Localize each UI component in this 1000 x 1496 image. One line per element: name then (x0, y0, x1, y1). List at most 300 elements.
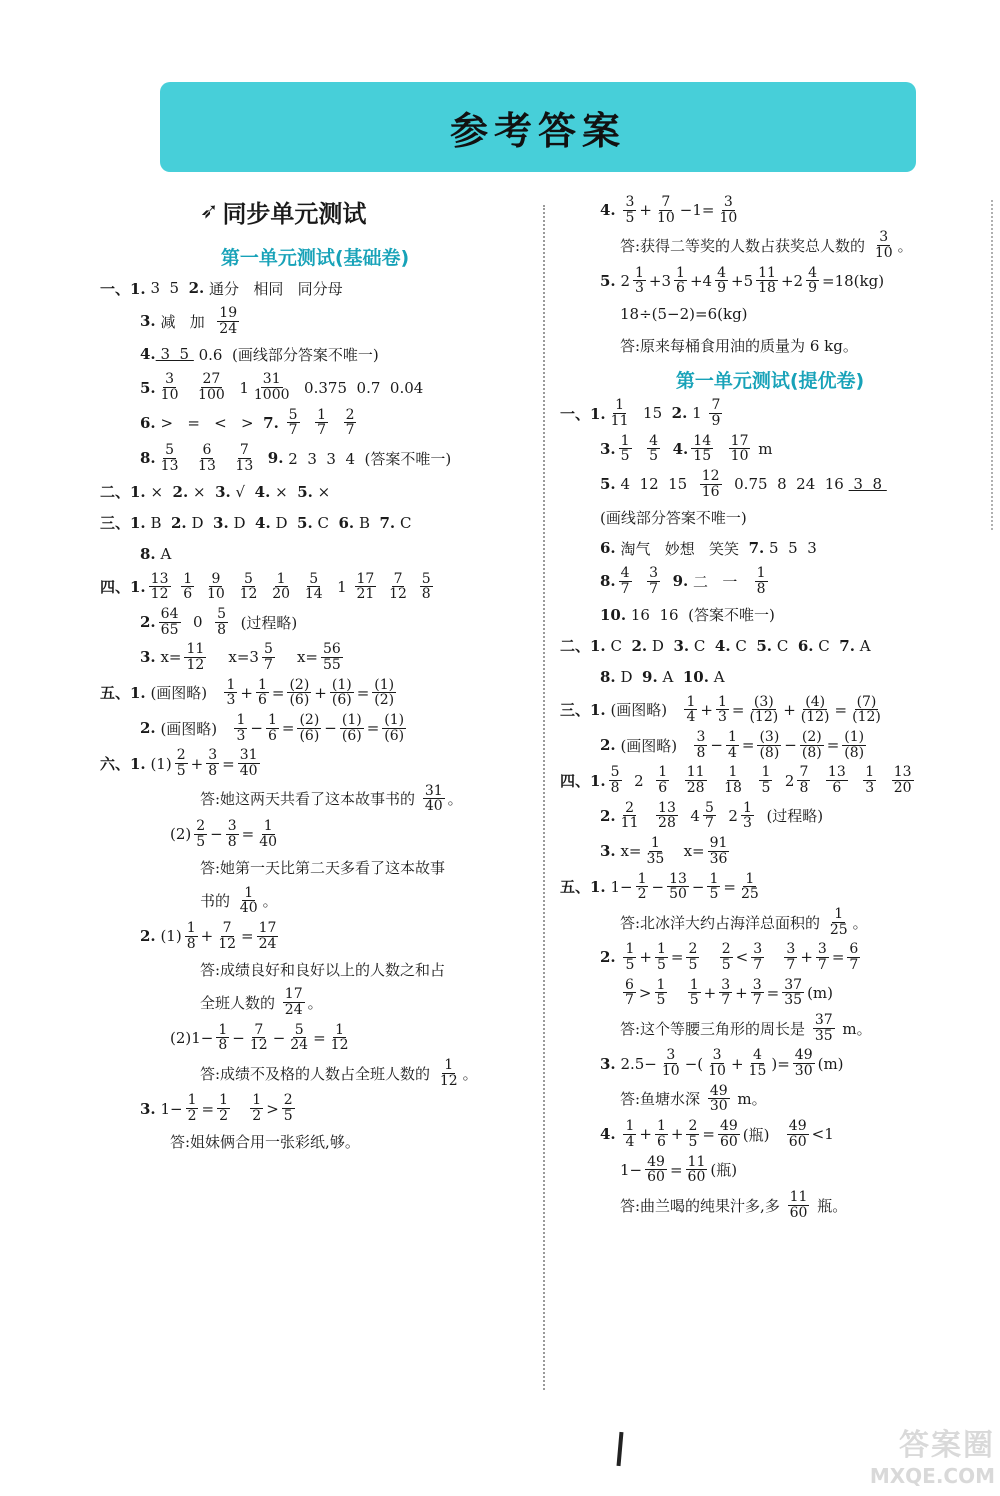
fraction (619, 566, 632, 596)
fraction (159, 443, 181, 473)
answer-text: D (270, 513, 298, 532)
answer-text: 1 (327, 577, 352, 596)
fraction (257, 819, 279, 849)
item-number: 3. (215, 482, 231, 501)
answer-text (767, 948, 781, 966)
denominator: 8 (208, 763, 218, 780)
answer-text: +4 (689, 271, 713, 290)
answer-text (616, 201, 621, 219)
denominator: 7 (849, 956, 859, 973)
answer-text: × (188, 482, 216, 501)
fraction (633, 266, 646, 296)
denominator: (2) (374, 692, 395, 709)
answer-text: B (145, 513, 171, 532)
fraction (847, 942, 860, 972)
answer-text: 2.5− (615, 1054, 657, 1073)
fraction (873, 230, 895, 260)
fraction (644, 836, 666, 866)
fraction (619, 801, 641, 831)
fraction (813, 1013, 835, 1043)
answer-text: A (657, 667, 683, 686)
numerator: (7) (856, 693, 877, 710)
answer-text: = (201, 1099, 215, 1118)
answer-text: 1 (687, 404, 707, 423)
answer-text: = (356, 683, 370, 702)
fraction (159, 607, 181, 637)
answer-line (560, 535, 980, 561)
numerator: 1 (656, 1118, 666, 1135)
answer-text: 答:原来每桶食用油的质量为 6 kg。 (620, 336, 858, 355)
denominator: 16 (701, 483, 720, 500)
item-number: 7. (748, 539, 765, 558)
item-number: 8. (600, 667, 616, 686)
item-number: 2. (140, 927, 156, 946)
fraction (287, 678, 311, 708)
right-column (560, 190, 980, 1225)
denominator: 12 (186, 656, 205, 673)
numerator: 7 (239, 442, 249, 459)
denominator: 12 (389, 586, 407, 603)
answer-line (560, 469, 980, 499)
denominator: 5 (761, 780, 771, 797)
numerator: 4 (649, 432, 659, 449)
numerator: 3 (879, 229, 889, 246)
fraction (205, 572, 227, 602)
answer-text: 减 加 (155, 312, 215, 331)
denominator: (12) (800, 709, 830, 726)
denominator: 7 (721, 992, 731, 1009)
answer-line (100, 748, 530, 778)
fraction (184, 642, 206, 672)
numerator: 91 (709, 835, 728, 852)
numerator: 31 (424, 782, 443, 799)
fraction (788, 1190, 810, 1220)
fraction (609, 398, 631, 428)
fraction (233, 443, 255, 473)
answer-text (221, 449, 231, 467)
fraction (224, 678, 237, 708)
numerator: 1 (615, 397, 625, 414)
item-number: 4. (714, 636, 731, 655)
fraction (647, 566, 660, 596)
answer-line (560, 664, 980, 690)
numerator: 49 (794, 1047, 813, 1064)
answer-text: × (270, 482, 298, 501)
numerator: 1 (317, 406, 327, 423)
answer-text: +5 (731, 271, 754, 290)
fraction (686, 942, 699, 972)
fraction (715, 266, 728, 296)
answer-line (100, 713, 530, 743)
answer-text: + (240, 683, 253, 702)
numerator: 3 (696, 729, 706, 745)
answer-text: > = < > (155, 413, 264, 432)
answer-text (879, 772, 889, 790)
answer-text: (1) (145, 754, 172, 773)
answer-line (100, 819, 530, 849)
numerator: 7 (799, 764, 809, 781)
item-number: 4. (600, 201, 616, 220)
denominator: 24 (290, 1037, 309, 1054)
answer-text: D (615, 667, 643, 686)
answer-text: + (670, 1125, 684, 1144)
answer-text: + (639, 201, 652, 220)
answer-line (560, 1155, 980, 1185)
watermark-text: 答案圈 (899, 1428, 995, 1463)
fraction (257, 921, 279, 951)
answer-line (100, 921, 530, 951)
answer-text: √ (230, 482, 255, 501)
denominator: (8) (759, 744, 780, 761)
item-number: 四、1. (100, 578, 146, 597)
denominator: 60 (687, 1169, 706, 1186)
item-number: 10. (600, 605, 627, 624)
left-column (100, 190, 530, 1160)
denominator: 6 (257, 692, 267, 709)
numerator: 1 (335, 1021, 345, 1038)
numerator: 11 (758, 264, 776, 281)
answer-text: 1− (620, 1160, 643, 1179)
item-number: 5. (756, 636, 773, 655)
denominator: 7 (625, 992, 634, 1009)
denominator: 6 (676, 280, 685, 297)
fraction (756, 266, 778, 296)
fraction (726, 730, 739, 760)
answer-text: + (700, 700, 713, 719)
fraction (793, 1048, 815, 1078)
answer-text: 4 12 15 (615, 475, 697, 494)
fraction (647, 434, 660, 464)
answer-text: + (190, 754, 204, 773)
fraction (782, 978, 804, 1008)
denominator: (6) (331, 692, 352, 709)
denominator: 3 (634, 280, 644, 297)
denominator: 35 (646, 850, 665, 867)
numerator: 7 (254, 1021, 264, 1038)
fraction (716, 695, 729, 725)
answer-text: 16 16 (答案不唯一) (626, 606, 775, 625)
numerator: 1 (717, 693, 727, 710)
item-number: 3. (600, 439, 616, 458)
answer-text: (m) (807, 983, 833, 1002)
answer-text: +3 (648, 271, 672, 290)
answer-text: 答:曲兰喝的纯果汁多,多 (620, 1196, 785, 1215)
numerator: 1 (625, 1118, 635, 1135)
answer-text: (过程略) (756, 807, 824, 826)
denominator: 8 (186, 935, 196, 952)
answer-text: B (354, 513, 380, 532)
answer-text: −1= (679, 201, 715, 220)
denominator: 5 (649, 448, 659, 465)
answer-text: 答:这个等腰三角形的周长是 (620, 1019, 810, 1038)
numerator: (2) (289, 676, 310, 693)
fraction (674, 266, 687, 296)
answer-text: 4 (680, 806, 700, 825)
answer-line (100, 1093, 530, 1123)
denominator: 2 (252, 1108, 262, 1125)
fraction (609, 765, 622, 795)
fraction (850, 695, 883, 725)
fraction (382, 713, 406, 743)
denominator: 8 (756, 580, 766, 597)
numerator: 1 (689, 976, 699, 993)
denominator: 3 (226, 692, 236, 709)
answer-text: 答:鱼塘水深 (620, 1090, 705, 1109)
denominator: 3 (717, 709, 727, 726)
answer-text: 15 (633, 404, 672, 423)
numerator: 5 (288, 406, 298, 423)
answer-text: 通分 相同 同分母 (204, 279, 343, 298)
fraction (842, 730, 866, 760)
numerator: 31 (239, 747, 258, 764)
answer-text: − (784, 736, 797, 755)
answer-text: 。 (462, 1064, 478, 1083)
answer-text (379, 578, 384, 596)
numerator: 14 (693, 432, 712, 449)
fraction (755, 566, 768, 596)
denominator: 5 (625, 209, 635, 226)
answer-text: )= (771, 1054, 790, 1073)
fraction (623, 942, 636, 972)
answer-line (100, 607, 530, 637)
denominator: 8 (696, 744, 706, 761)
denominator: 10 (719, 209, 738, 226)
fraction (252, 372, 292, 402)
answer-text (279, 414, 284, 432)
denominator: 13 (198, 457, 216, 474)
fraction (707, 872, 720, 902)
fraction (729, 434, 751, 464)
answer-text: 0.375 0.7 0.04 (294, 378, 424, 397)
answer-text: 1 (229, 378, 249, 397)
numerator: 3 (752, 976, 762, 993)
denominator: 12 (150, 586, 169, 603)
answer-text: x= (277, 648, 318, 667)
numerator: 1 (650, 835, 660, 852)
numerator: 1 (709, 870, 719, 887)
item-number: 3. (213, 513, 229, 532)
denominator: 7 (786, 956, 796, 973)
numerator: 3 (165, 371, 175, 388)
fraction (340, 713, 364, 743)
numerator: 7 (661, 194, 671, 210)
fraction (686, 1155, 708, 1185)
answer-text: = (670, 948, 684, 967)
fraction (826, 765, 848, 795)
answer-text: < (735, 948, 749, 967)
numerator: 1 (637, 870, 647, 887)
denominator: 21 (356, 586, 375, 603)
answer-text: = (222, 754, 235, 773)
answer-text: − (651, 877, 665, 896)
numerator: 1 (834, 905, 844, 922)
answer-text: (画图略) (605, 701, 682, 720)
answer-text (174, 578, 179, 596)
answer-text: x= (669, 842, 705, 861)
answer-text: = (834, 700, 848, 719)
fraction (717, 195, 739, 225)
fraction (438, 1058, 460, 1088)
fraction (215, 607, 228, 637)
numerator: 11 (686, 764, 705, 781)
answer-text (635, 572, 645, 590)
item-number: 2. (140, 719, 156, 738)
fraction (149, 572, 171, 602)
answer-text: C (772, 636, 798, 655)
answer-text: D (186, 513, 214, 532)
answer-text: x= (155, 648, 182, 667)
item-number: 4. (672, 439, 689, 458)
numerator: 19 (219, 305, 238, 321)
answer-text: = (731, 700, 745, 719)
denominator: 36 (709, 850, 728, 867)
denominator: 10 (656, 209, 675, 226)
answer-text: 5 5 3 (764, 539, 817, 558)
denominator: 8 (610, 780, 620, 797)
fraction (828, 907, 850, 937)
denominator: 10 (730, 448, 749, 465)
denominator: 4 (625, 1133, 635, 1150)
denominator: 7 (753, 956, 763, 973)
denominator: 2 (187, 1108, 197, 1125)
answer-line (100, 510, 530, 536)
answer-line (560, 266, 980, 296)
denominator: (8) (844, 744, 865, 761)
answer-text (635, 440, 645, 458)
denominator: 7 (317, 422, 327, 439)
fraction (797, 765, 810, 795)
numerator: 1 (625, 941, 635, 958)
denominator: 40 (239, 763, 258, 780)
denominator: 6 (656, 1133, 666, 1150)
item-number: 4. (140, 345, 156, 364)
fraction (747, 1048, 769, 1078)
answer-text: −( (684, 1054, 704, 1073)
answer-text: =18(kg) (822, 271, 885, 290)
denominator: 5 (656, 992, 666, 1009)
numerator: 27 (202, 371, 221, 388)
numerator: 4 (752, 1047, 762, 1064)
answer-line (560, 836, 980, 866)
numerator: 1 (263, 818, 273, 835)
denominator: 24 (284, 1001, 303, 1018)
fraction (181, 572, 194, 602)
numerator: 2 (196, 818, 206, 835)
numerator: 3 (227, 818, 237, 835)
numerator: 37 (814, 1012, 833, 1028)
answer-text: = (271, 683, 285, 702)
numerator: (2) (299, 712, 320, 728)
answer-text: (画图略) (615, 736, 692, 755)
answer-text: (瓶) (710, 1161, 738, 1180)
numerator: 5 (309, 570, 319, 587)
answer-text: − (210, 825, 223, 844)
fraction (329, 1023, 351, 1053)
fraction (186, 1093, 199, 1123)
denominator: 8 (218, 1037, 228, 1054)
denominator: 5 (176, 763, 186, 780)
answer-text: (画图略) (145, 684, 222, 703)
denominator: 1000 (253, 387, 290, 404)
denominator: 24 (219, 320, 238, 337)
numerator: 5 (294, 1021, 304, 1038)
answer-line (560, 1013, 980, 1043)
numerator: 3 (721, 976, 731, 993)
answer-line (100, 956, 530, 982)
answer-line (560, 872, 980, 902)
numerator: 1 (756, 565, 766, 582)
denominator: 8 (227, 833, 237, 850)
fraction (655, 942, 668, 972)
fraction (256, 678, 269, 708)
answer-line (100, 572, 530, 602)
fraction (720, 942, 733, 972)
answer-text: m。 (732, 1090, 767, 1109)
numerator: 1 (218, 1021, 228, 1038)
numerator: 49 (709, 1082, 728, 1099)
fraction (708, 836, 730, 866)
answer-line (100, 678, 530, 708)
fraction (266, 713, 279, 743)
fraction (344, 408, 357, 438)
answer-line (560, 942, 980, 972)
fraction (799, 695, 832, 725)
item-number: 4. (600, 1125, 616, 1144)
numerator: 1 (444, 1057, 454, 1073)
fraction (234, 713, 247, 743)
numerator: 56 (322, 641, 341, 658)
item-number: 5. (600, 475, 616, 494)
fraction (287, 408, 300, 438)
answer-text: 。 (307, 993, 323, 1012)
answer-line (100, 1058, 530, 1088)
answer-text: = (723, 877, 736, 896)
edge-dotted-line (991, 200, 993, 530)
fraction (217, 1093, 230, 1123)
answer-line (100, 275, 530, 301)
denominator: 55 (322, 656, 341, 673)
answer-text: − (324, 719, 337, 738)
denominator: 5 (283, 1108, 293, 1125)
numerator: (1) (331, 676, 352, 693)
numerator: 1 (761, 764, 771, 781)
answer-text: = (313, 1028, 326, 1047)
item-number: 3. (600, 842, 616, 861)
denominator: 6 (267, 727, 277, 744)
answer-text: = (766, 983, 780, 1002)
answer-text: > (266, 1099, 279, 1118)
fraction (619, 434, 632, 464)
answer-text: = (241, 927, 254, 946)
denominator: 18 (758, 280, 776, 297)
answer-text (331, 414, 341, 432)
answer-text: = (831, 948, 845, 967)
denominator: 4 (686, 709, 696, 726)
denominator: 7 (817, 956, 827, 973)
answer-text (670, 984, 684, 1002)
numerator: 1 (728, 764, 738, 781)
answer-line (100, 886, 530, 916)
denominator: 10 (874, 245, 893, 262)
answer-text (258, 449, 268, 467)
numerator: 1 (620, 432, 630, 449)
denominator: 7 (649, 580, 659, 597)
answer-text: 答:成绩不及格的人数占全班人数的 (200, 1064, 435, 1083)
denominator: 3 (742, 815, 752, 832)
numerator: 5 (244, 570, 253, 587)
answer-text (295, 578, 300, 596)
fraction (303, 572, 325, 602)
